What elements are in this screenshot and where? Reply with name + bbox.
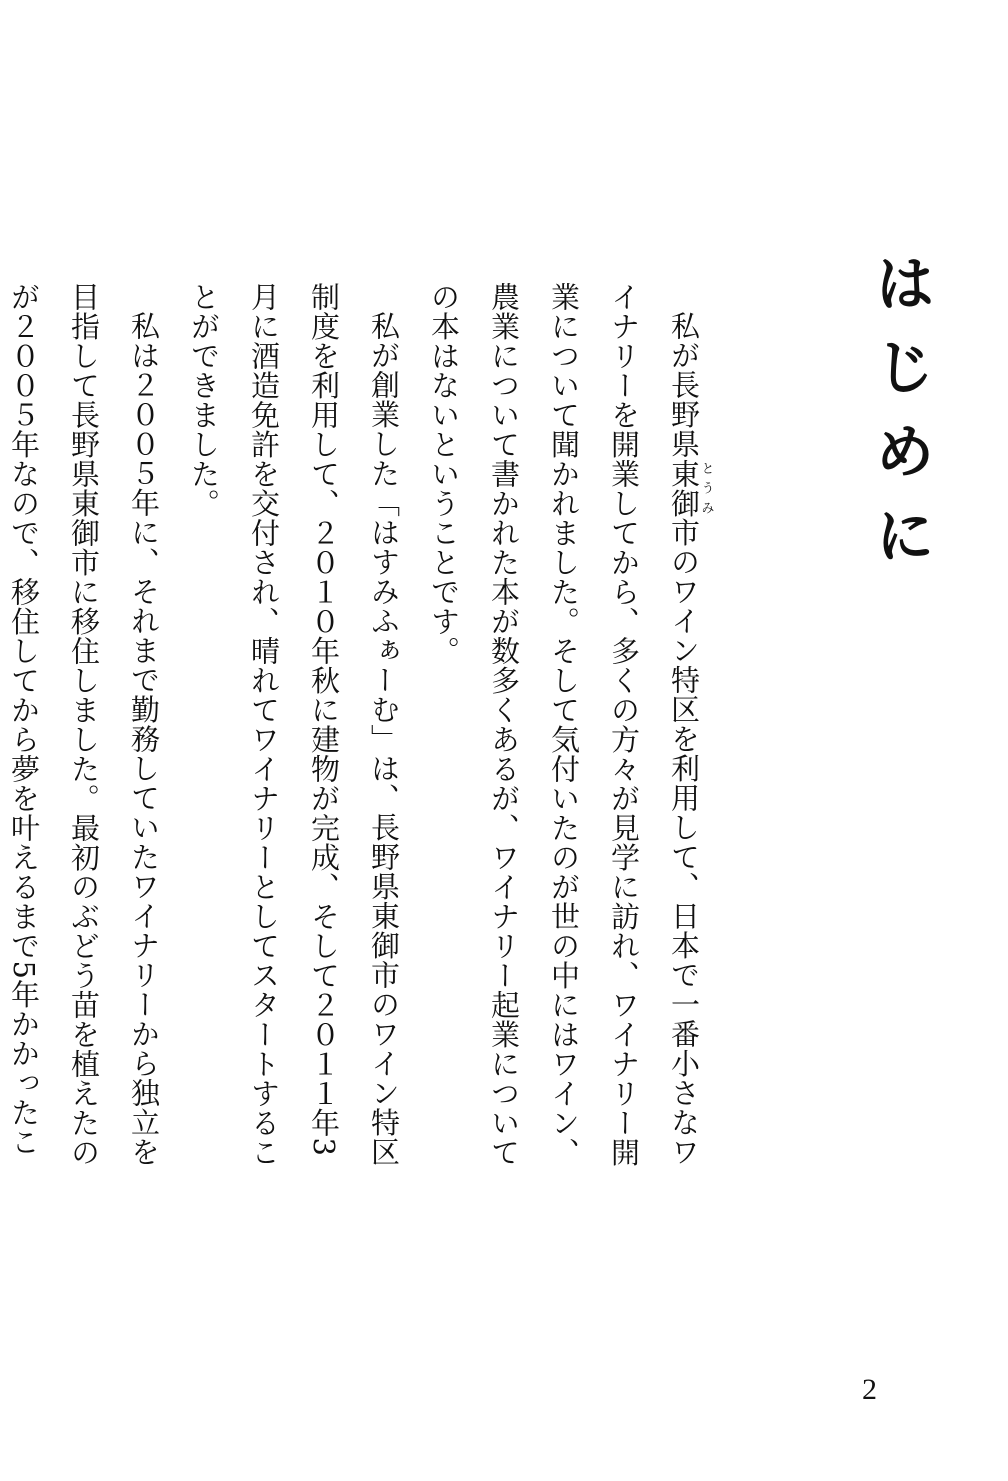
- ruby-annotation: 東御とうみ: [667, 458, 714, 518]
- page-number: 2: [862, 1373, 877, 1406]
- paragraph-2: 私が創業した「はすみふぁーむ」は、長野県東御市のワイン特区制度を利用して、２０１０年秋に建物が完成、そして２０１１年3月に酒造免許を交付され、晴れてワイナリーとしてスタートすることができました。: [187, 282, 401, 1167]
- chapter-title: はじめに: [865, 252, 936, 588]
- body-text: [0, 282, 714, 1182]
- paragraph-1: 私が長野県東御とうみ市のワイン特区を利用して、日本で一番小さなワイナリーを開業してから、多くの方々が見学に訪れ、ワイナリー開業について聞かれました。そして気付いたのが世の中にはワイン、農業について書かれた本が数多くあるが、ワイナリー起業についての本はないということです。: [427, 282, 714, 1167]
- ruby-reading: とうみ: [698, 458, 714, 518]
- paragraph-3: 私は２００５年に、それまで勤務していたワイナリーから独立を目指して長野県東御市に移住しました。最初のぶどう苗を植えたのが２００５年なので、移住してから夢を叶えるまで5年かかったこ: [7, 282, 161, 1167]
